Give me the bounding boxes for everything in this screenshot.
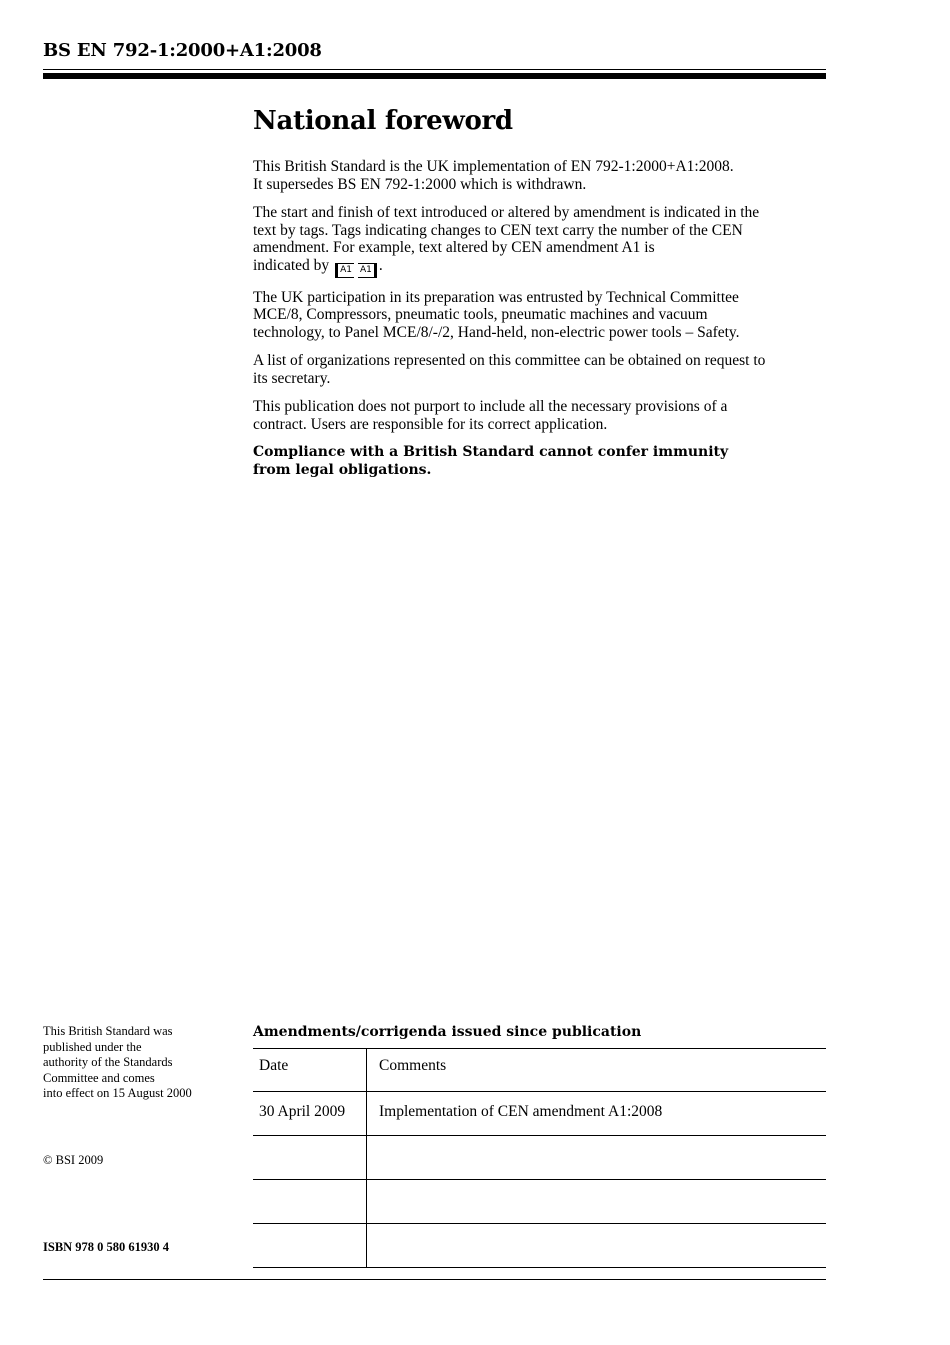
paragraph-line: The start and finish of text introduced or altered by amendment is indicated in the [253,204,760,221]
paragraph-amendment-tags [253,204,828,278]
paragraph-line: technology, to Panel MCE/8/-/2, Hand-held, non-electric power tools – Safety. [253,323,740,341]
date-cell [253,1136,367,1180]
paragraph-line: amendment. For example, text altered by CEN amendment A1 is [253,239,655,256]
amendment-start-tag-icon: A1 [335,263,354,278]
date-cell [253,1092,367,1136]
compliance-notice [253,444,828,479]
footer-divider [43,1279,826,1280]
paragraph-line: text by tags. Tags indicating changes to CEN text carry the number of the CEN [253,221,743,239]
cell-text [253,1224,366,1267]
table-row [253,1180,826,1224]
table-header-row [253,1049,826,1092]
table-row [253,1092,826,1136]
paragraph-implementation [253,158,828,193]
comments-cell [367,1092,827,1136]
cell-text: Implementation of CEN amendment A1:2008 [379,1103,663,1120]
cell-text [367,1180,826,1223]
foreword-body [253,106,828,490]
paragraph-line: contract. Users are responsible for its correct application. [253,415,608,433]
table-row [253,1136,826,1180]
cell-text [367,1224,826,1267]
paragraph-line: MCE/8, Compressors, pneumatic tools, pneumatic machines and vacuum [253,306,708,323]
paragraph-line: This publication does not purport to include all the necessary provisions of a [253,398,728,415]
publication-line: authority of the Standards [43,1055,173,1069]
amendments-table [253,1048,826,1268]
page-title: National foreword [253,106,513,136]
publication-line: published under the [43,1039,142,1054]
paragraph-line: A list of organizations represented on this committee can be obtained on request to [253,352,766,369]
paragraph-organizations [253,352,828,387]
cell-text [253,1180,366,1223]
paragraph-line [253,257,828,278]
publication-note [43,1024,233,1102]
amendment-end-tag-icon: A1 [358,263,377,278]
cell-text: 30 April 2009 [259,1103,346,1120]
table-row [253,1224,826,1268]
isbn-number: ISBN 978 0 580 61930 4 [43,1240,170,1254]
paragraph-contract [253,398,828,433]
paragraph-line: its secretary. [253,369,331,387]
date-cell [253,1224,367,1268]
column-header-comments [367,1049,827,1092]
date-cell [253,1180,367,1224]
comments-cell [367,1180,827,1224]
paragraph-line: Compliance with a British Standard cannot confer immunity [253,444,729,460]
comments-cell [367,1136,827,1180]
publication-line: Committee and comes [43,1070,155,1085]
paragraph-committee [253,289,828,342]
header-divider-thick [43,73,826,79]
document-code: BS EN 792-1:2000+A1:2008 [43,40,322,61]
paragraph-line: from legal obligations. [253,461,432,478]
paragraph-line: This British Standard is the UK implementation of EN 792-1:2000+A1:2008. [253,158,734,175]
comments-cell [367,1224,827,1268]
tag-intro-text: indicated by [253,256,330,274]
header-divider-thin [43,69,826,70]
copyright-notice: © BSI 2009 [43,1153,104,1167]
amendments-table-title: Amendments/corrigenda issued since publication [253,1024,642,1040]
column-header-date [253,1049,367,1092]
header-cell: Comments [379,1057,447,1074]
publication-line: This British Standard was [43,1024,173,1038]
publication-line: into effect on 15 August 2000 [43,1086,192,1100]
paragraph-line: It supersedes BS EN 792-1:2000 which is withdrawn. [253,175,587,193]
tag-suffix-text: . [378,256,383,274]
paragraph-line: The UK participation in its preparation was entrusted by Technical Committee [253,288,739,306]
cell-text [367,1136,826,1179]
cell-text [253,1136,366,1179]
header-cell: Date [259,1057,289,1074]
